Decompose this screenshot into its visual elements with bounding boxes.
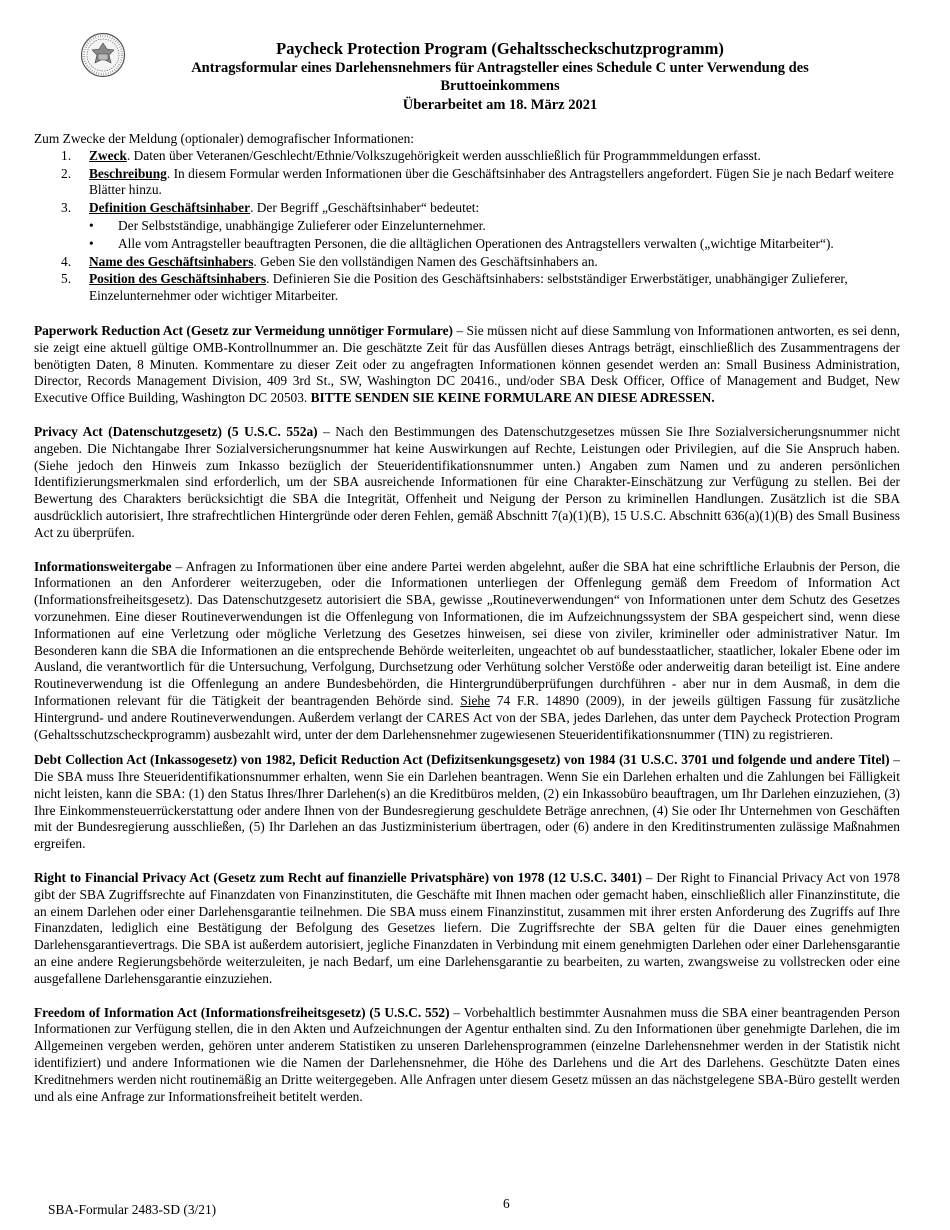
list-item-text: . Definieren Sie die Position des Geschäftsinhabers: selbstständiger Erwerbstätiger, unabhängiger Zulieferer, Einzelunternehmer oder wichtiger Mitarbeiter. <box>89 271 848 304</box>
list-item-term: Position des Geschäftsinhabers <box>89 271 267 287</box>
financial-privacy-heading: Right to Financial Privacy Act (Gesetz zum Recht auf finanzielle Privatsphäre) von 1978 (12 U.S.C. 3401) <box>34 870 642 886</box>
foia-paragraph <box>34 1005 900 1106</box>
instructions-list <box>34 148 900 217</box>
debt-collection-paragraph <box>34 752 900 853</box>
list-item-text: . In diesem Formular werden Informationen über die Geschäftsinhaber des Antragstellers angefordert. Fügen Sie je nach Bedarf weitere Blätter hinzu. <box>89 165 894 198</box>
disclosure-body-before: – Anfragen zu Informationen über eine andere Partei werden abgelehnt, außer die SBA hat eine schriftliche Erlaubnis der Person, die Informationen an den Anforderer weiterzugeben, oder die Informationen unterliegen der Offenlegung gemäß dem Freedom of Information Act (Informationsfreiheitsgesetz). Das Datenschutzgesetz autorisiert die SBA, gewisse „Routineverwendungen“ von Informationen unter dem Schutz des Gesetzes vorzunehmen. Eine dieser Routineverwendungen ist die Offenlegung von Informationen, die im Aufzeichnungssystem der SBA gespeichert sind, wenn diese Informationen auf eine Verletzung oder mögliche Verletzung des Gesetzes hinweisen, sei diese von ziviler, krimineller oder administrativer Natur. Im Besonderen kann die SBA die Informationen an die entsprechende Behörde weiterleiten, ungeachtet ob auf bundesstaatlicher, staatlicher, lokaler Ebene oder im Ausland, die verantwortlich für die Untersuchung, Verfolgung, Durchsetzung oder Verhütung solcher Verstöße oder anderweitig daran beteiligt ist. Eine andere Routineverwendung ist die Offenlegung an andere Bundesbehörden, die Hintergrundüberprüfungen durchführen - aber nur in dem Ausmaß, in dem die Informationen relevant für die Tätigkeit der beantragenden Behörde sind. <box>34 558 900 708</box>
list-item-term: Name des Geschäftsinhabers <box>89 253 254 269</box>
debt-body: – Die SBA muss Ihre Steueridentifikationsnummer erhalten, wenn Sie ein Darlehen beantragen. Wenn Sie ein Darlehen erhalten und die Zahlungen bei Fälligkeit nicht leisten, kann die SBA: (1) den Status Ihres/Ihrer Darlehen(s) an die Kreditbüros melden, (2) ein Inkassobüro beauftragen, um Ihr Darlehen einzuziehen, (3) Ihre Einkommensteuerrückerstattung oder andere Ihnen von der Bundesregierung geschuldete Beträge anrechnen, (4) Sie oder Ihr Unternehmen von Geschäften mit der Bundesregierung ausschließen, (5) Ihr Darlehen an das Justizministerium übertragen, oder (6) andere in den Kreditinstrumenten zulässige Maßnahmen ergreifen. <box>34 752 900 852</box>
list-item-term: Zweck <box>89 147 127 163</box>
document-body <box>34 131 900 1105</box>
privacy-body: – Nach den Bestimmungen des Datenschutzgesetzes müssen Sie Ihre Sozialversicherungsnummer nicht angeben. Die Nichtangabe Ihrer Sozialversicherungsnummer hat keine Auswirkungen auf Rechte, Leistungen oder Privilegien, auf die Sie Anspruch haben. (Siehe jedoch den Hinweis zum Inkasso bezüglich der Steueridentifikationsnummer unten.) Angaben zum Namen und zu anderen persönlichen Identifizierungsmerkmalen sind erforderlich, um der SBA ausreichende Informationen für eine Charakter-Einschätzung zur Verfügung zu stellen. Bei der Bewertung des Charakters berücksichtigt die SBA die Integrität, Offenheit und Neigung der Person zu kriminellen Handlungen. Zusätzlich ist die SBA ausdrücklich autorisiert, Ihre strafrechtlichen Hintergründe oder deren Fehlen, gemäß Abschnitt 7(a)(1)(B), 15 U.S.C. Abschnitt 636(a)(1)(B) des Small Business Act zu überprüfen. <box>34 423 900 540</box>
privacy-act-paragraph <box>34 424 900 542</box>
bullet-text: Alle vom Antragsteller beauftragten Personen, die die alltäglichen Operationen des Antragstellers verwalten („wichtige Mitarbeiter“). <box>118 235 834 251</box>
list-item <box>34 271 900 305</box>
debt-heading: Debt Collection Act (Inkassogesetz) von 1982, Deficit Reduction Act (Defizitsenkungsgesetz) von 1984 (31 U.S.C. 3701 und folgende und andere Titel) <box>34 752 890 768</box>
list-item-number: 4. <box>61 253 72 269</box>
list-item <box>34 166 900 200</box>
financial-privacy-body: – Der Right to Financial Privacy Act von 1978 gibt der SBA Zugriffsrechte auf Finanzdaten von Finanzinstituten, die Geschäfte mit Ihnen machen oder gemacht haben, einschließlich aller Finanzinstitute, die an einem Darlehen oder einer Darlehensgarantie teilnehmen. Die SBA muss einem Finanzinstitut, zusammen mit ihrer ersten Anforderung des Zugriffs auf Ihre Finanzdaten, lediglich eine Bestätigung der Befolgung des Gesetzes liefern. Die Zugriffsrechte der SBA gelten für die Dauer eines genehmigten Darlehensgarantievertrags. Die SBA ist außerdem autorisiert, jegliche Finanzdaten in Verbindung mit einem genehmigten Darlehen oder einer Darlehensgarantie an eine andere Regierungsbehörde weiterzuleiten, je nach Bedarf, um eine Darlehensgarantie zu bearbeiten, zu warten, zwangsweise zu vollstrecken oder eine ausgefallene Darlehensgarantie einzuziehen. <box>34 870 900 986</box>
paperwork-emphasis: BITTE SENDEN SIE KEINE FORMULARE AN DIESE ADRESSEN. <box>310 390 715 406</box>
list-item-number: 3. <box>61 200 72 216</box>
foia-body: – Vorbehaltlich bestimmter Ausnahmen muss die SBA einer beantragenden Person Informationen zur Verfügung stellen, die in den Akten und Aufzeichnungen der Agentur enthalten sind. Zu den Informationen über genehmigte Darlehen, die im Allgemeinen vergeben werden, gehören unter anderem Statistiken zu unseren Darlehensprogrammen (einzelne Darlehensnehmer werden in der Statistik nicht identifiziert) und andere Informationen wie die Namen der Darlehensnehmer, die Höhe des Darlehens und die Art des Darlehens. Geschützte Daten eines Kreditnehmers werden nicht routinemäßig an Dritte weitergegeben. Alle Anfragen unter diesem Gesetz müssen an das nächstgelegene SBA-Büro gestellt werden und als eine Anfrage zur Informationsfreiheit betitelt werden. <box>34 1004 900 1104</box>
list-item-text: . Daten über Veteranen/Geschlecht/Ethnie/Volkszugehörigkeit werden ausschließlich für Programmmeldungen erfasst. <box>126 147 761 163</box>
revision-date: Überarbeitet am 18. März 2021 <box>402 96 598 113</box>
sba-seal-icon <box>80 32 126 78</box>
foia-heading: Freedom of Information Act (Informationsfreiheitsgesetz) (5 U.S.C. 552) <box>34 1004 450 1020</box>
disclosure-heading: Informationsweitergabe <box>34 558 172 574</box>
privacy-heading: Privacy Act (Datenschutzgesetz) (5 U.S.C. 552a) <box>34 423 318 439</box>
disclosure-link-siehe: Siehe <box>460 692 491 708</box>
form-id-footer: SBA-Formular 2483-SD (3/21) <box>48 1202 217 1217</box>
bullet-item <box>34 236 900 253</box>
document-subtitle-line2: Bruttoeinkommens <box>440 78 560 94</box>
bullet-text: Der Selbstständige, unabhängige Zulieferer oder Einzelunternehmer. <box>118 217 486 233</box>
document-title: Paycheck Protection Program (Gehaltsscheckschutzprogramm) <box>276 39 724 58</box>
definition-bullets <box>34 218 900 253</box>
list-item-number: 1. <box>61 147 72 163</box>
list-item-number: 2. <box>61 165 72 181</box>
paperwork-body: – Sie müssen nicht auf diese Sammlung von Informationen antworten, es sei denn, sie zeigt eine aktuell gültige OMB-Kontrollnummer an. Die geschätzte Zeit für das Ausfüllen dieses Antrags beträgt, einschließlich des Zusammentragens der benötigten Daten, 8 Minuten. Kommentare zu dieser Zeit oder zu angefragten Informationen können gesendet werden an: Small Business Administration, Director, Records Management Division, 409 3rd St., SW, Washington DC 20416., und/oder SBA Desk Officer, Office of Management and Budget, New Executive Office Building, Washington DC 20503. <box>34 322 900 406</box>
list-item-text: . Geben Sie den vollständigen Namen des Geschäftsinhabers an. <box>253 253 598 269</box>
list-item-number: 5. <box>61 271 72 287</box>
intro-text: Zum Zwecke der Meldung (optionaler) demografischer Informationen: <box>34 131 415 146</box>
list-item <box>34 148 900 165</box>
instructions-list-continued <box>34 254 900 305</box>
list-item <box>34 200 900 217</box>
document-header <box>140 40 860 114</box>
paperwork-reduction-paragraph <box>34 323 900 407</box>
list-item-term: Beschreibung <box>89 165 167 181</box>
list-item <box>34 254 900 271</box>
disclosure-body-after: 74 F.R. 14890 (2009), in der jeweils gültigen Fassung für zusätzliche Hintergrund- und andere Routineverwendungen. Außerdem verlangt der CARES Act von der SBA, jedes Darlehen, das unter dem Paycheck Protection Program (Gehaltsschutzscheckprogramm) ausbezahlt wird, unter der dem Darlehensnehmer zugewiesenen Steueridentifikationsnummer (TIN) zu registrieren. <box>34 692 900 742</box>
list-item-term: Definition Geschäftsinhaber <box>89 200 251 216</box>
bullet-item <box>34 218 900 235</box>
financial-privacy-paragraph <box>34 870 900 988</box>
disclosure-paragraph <box>34 559 900 744</box>
page-number: 6 <box>503 1196 510 1211</box>
list-item-text: . Der Begriff „Geschäftsinhaber“ bedeutet: <box>250 200 480 216</box>
bullet-icon: • <box>89 235 94 251</box>
document-subtitle-line1: Antragsformular eines Darlehensnehmers für Antragsteller eines Schedule C unter Verwendung des <box>191 59 809 76</box>
paperwork-heading: Paperwork Reduction Act (Gesetz zur Vermeidung unnötiger Formulare) <box>34 322 453 338</box>
bullet-icon: • <box>89 217 94 233</box>
